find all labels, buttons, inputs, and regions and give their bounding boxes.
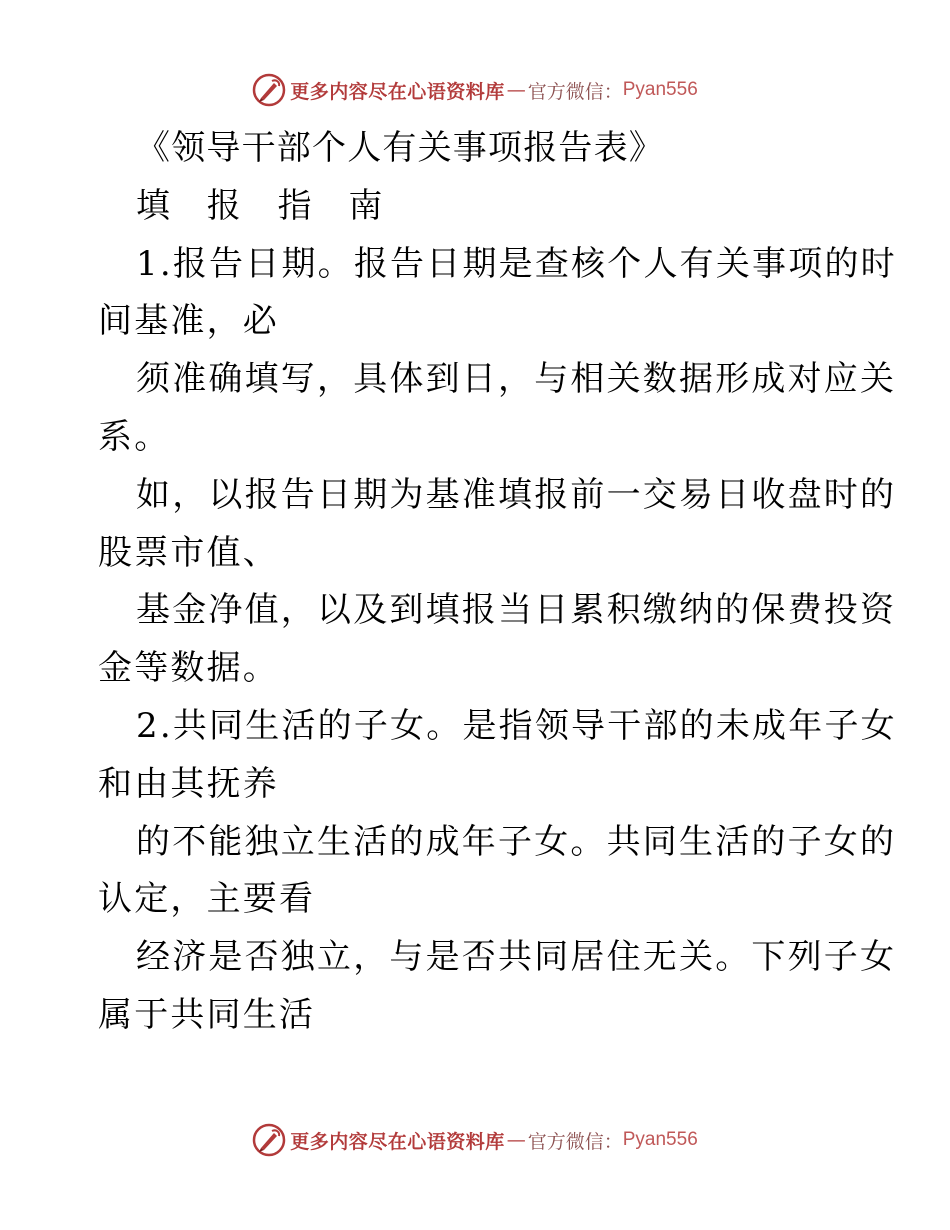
- paragraph-line: 和由其抚养: [98, 763, 279, 804]
- paragraph-line: 基金净值，以及到填报当日累积缴纳的保费投资: [136, 590, 897, 631]
- paragraph-line: 间基准，必: [98, 301, 279, 342]
- pen-logo-icon: [252, 73, 286, 107]
- paragraph-line: 属于共同生活: [98, 994, 316, 1035]
- banner-wechat-label: 官方微信：: [527, 80, 623, 103]
- banner-main-text: 更多内容尽在心语资料库: [290, 1130, 505, 1153]
- banner-separator: —: [506, 1129, 526, 1151]
- banner-wechat-label: 官方微信：: [527, 1130, 623, 1153]
- paragraph-line: 认定，主要看: [98, 879, 316, 920]
- banner-wechat-id: Pyan556: [622, 1129, 698, 1150]
- footer-watermark-banner: [0, 1120, 950, 1160]
- pen-logo-icon: [252, 1123, 286, 1157]
- paragraph-line: 如，以报告日期为基准填报前一交易日收盘时的: [136, 474, 897, 515]
- paragraph-line: 金等数据。: [98, 648, 279, 689]
- paragraph-line: 股票市值、: [98, 532, 279, 573]
- paragraph-line: 经济是否独立，与是否共同居住无关。下列子女: [136, 937, 897, 978]
- paragraph-line: 系。: [98, 416, 171, 457]
- paragraph-line: 2.共同生活的子女。是指领导干部的未成年子女: [136, 705, 897, 746]
- document-title: 《领导干部个人有关事项报告表》: [136, 128, 664, 168]
- banner-main-text: 更多内容尽在心语资料库: [290, 80, 505, 103]
- banner-wechat-id: Pyan556: [622, 79, 698, 100]
- header-watermark-banner: [0, 70, 950, 110]
- document-subtitle: 填 报 指 南: [136, 185, 396, 226]
- document-body: [98, 120, 897, 1045]
- banner-separator: —: [506, 79, 526, 101]
- paragraph-line: 的不能独立生活的成年子女。共同生活的子女的: [136, 821, 897, 862]
- paragraph-line: 须准确填写，具体到日，与相关数据形成对应关: [136, 359, 897, 400]
- paragraph-line: 1.报告日期。报告日期是查核个人有关事项的时: [136, 243, 897, 284]
